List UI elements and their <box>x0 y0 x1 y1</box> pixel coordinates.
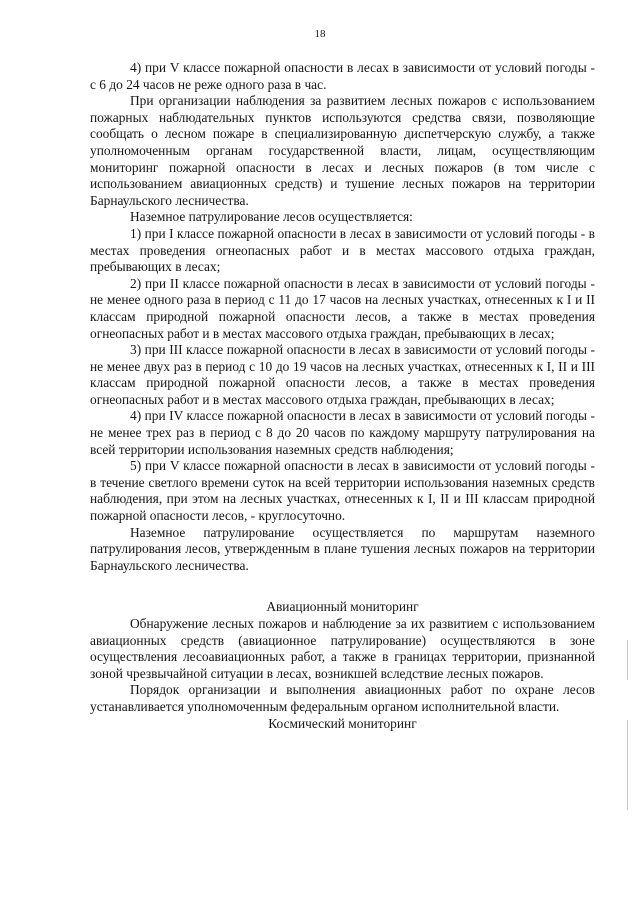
heading-space-monitoring: Космический мониторинг <box>268 715 417 731</box>
list-item-class-5: 5) при V классе пожарной опасности в лесах в зависимости от условий погоды - в течение светлого времени суток на всей территории использования наземных средств наблюдения, при этом на лесных участках, отнесенных к I, II и III классам природной пожарной опасности лесов, - круглосуточно. <box>90 458 595 524</box>
list-item-class-1: 1) при I классе пожарной опасности в лесах в зависимости от условий погоды - в местах проведения огнеопасных работ и в местах массового отдыха граждан, пребывающих в лесах; <box>90 225 595 275</box>
list-item-class-4: 4) при IV классе пожарной опасности в лесах в зависимости от условий погоды - не менее трех раз в период с 8 до 20 часов по каждому маршруту патрулирования на всей территории использования наземных средств наблюдения; <box>90 408 595 457</box>
page-number: 18 <box>314 28 326 40</box>
paragraph-class-v-schedule: 4) при V классе пожарной опасности в лесах в зависимости от условий погоды - с 6 до 24 часов не реже одного раза в час. <box>90 60 595 92</box>
heading-aviation-monitoring: Авиационный мониторинг <box>266 599 419 615</box>
paragraph-ground-patrol-routes: Наземное патрулирование осуществляется по маршрутам наземного патрулирования лесов, утвержденным в плане тушения лесных пожаров на территории Барнаульского лесничества. <box>90 524 595 573</box>
paragraph-ground-patrol-intro: Наземное патрулирование лесов осуществляется: <box>130 209 413 225</box>
list-item-class-2: 2) при II классе пожарной опасности в лесах в зависимости от условий погоды - не менее одного раза в период с 11 до 17 часов на лесных участках, отнесенных к I и II классам природной пожарной опасности лесов, а также в местах проведения огнеопасных работ и в местах массового отдыха граждан, пребывающих в лесах; <box>90 275 595 341</box>
paragraph-aviation-detection: Обнаружение лесных пожаров и наблюдение за их развитием с использованием авиационных средств (авиационное патрулирование) осуществляются в зоне осуществления лесоавиационных работ, а также в границах территории, признанной зоной чрезвычайной ситуации в лесах, возникшей вследствие лесных пожаров. <box>90 616 595 681</box>
scan-artifact-line <box>627 640 628 680</box>
paragraph-observation-posts: При организации наблюдения за развитием лесных пожаров с использованием пожарных наблюдательных пунктов используются средства связи, позволяющие сообщать о лесном пожаре в специализированную диспетчерскую службу, а также уполномоченным органам государственной власти, лицам, осуществляющим мониторинг пожарной опасности в лесах и лесных пожаров (в том числе с использованием авиационных средств) и тушение лесных пожаров на территории Барнаульского лесничества. <box>90 93 595 208</box>
paragraph-aviation-procedure: Порядок организации и выполнения авиационных работ по охране лесов устанавливается уполномоченным федеральным органом исполнительной власти. <box>90 682 595 714</box>
list-item-class-3: 3) при III классе пожарной опасности в лесах в зависимости от условий погоды - не менее двух раз в период с 10 до 19 часов на лесных участках, отнесенных к I, II и III классам природной пожарной опасности лесов, а также в местах проведения огнеопасных работ и в местах массового отдыха граждан, пребывающих в лесах; <box>90 342 595 407</box>
scan-artifact-line <box>627 720 628 810</box>
document-body <box>90 60 595 732</box>
